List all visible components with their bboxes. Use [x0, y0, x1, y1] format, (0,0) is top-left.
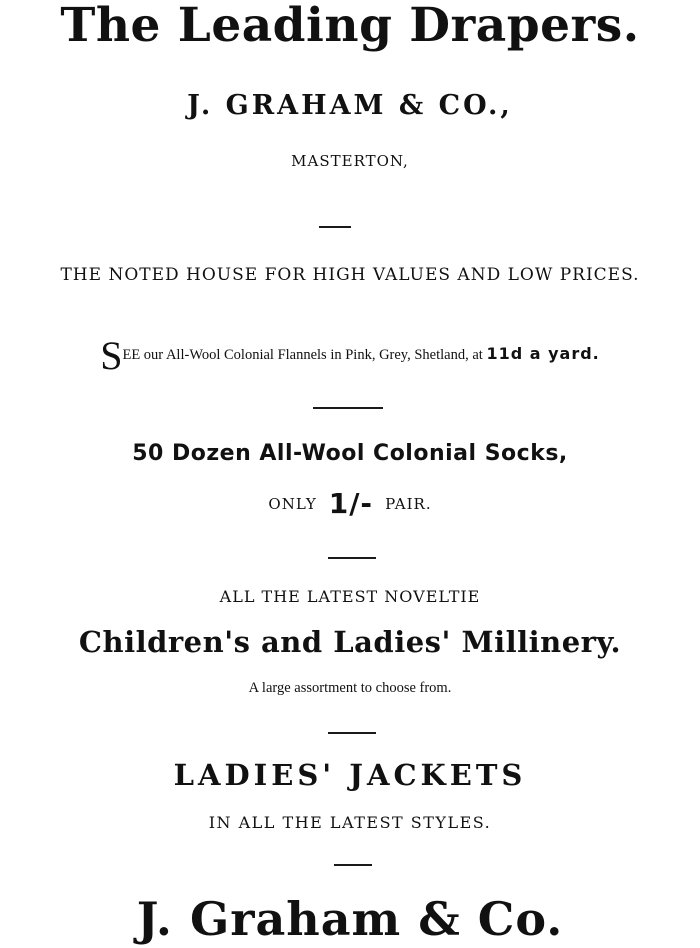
- millinery-headline: Children's and Ladies' Millinery.: [78, 625, 622, 659]
- socks-price: 1/-: [328, 487, 374, 520]
- advert-heading: The Leading Drapers.: [60, 0, 640, 53]
- footer-firm-name: J. Graham & Co.: [136, 892, 564, 946]
- firm-name: J. GRAHAM & CO.,: [187, 90, 513, 121]
- flannel-line: [0, 333, 700, 378]
- divider-rule: [328, 732, 376, 734]
- novelties-line: ALL THE LATEST NOVELTIE: [219, 587, 481, 606]
- jackets-headline: LADIES' JACKETS: [173, 758, 527, 792]
- flannel-text: EE our All-Wool Colonial Flannels in Pink, Grey, Shetland, at: [122, 347, 483, 363]
- socks-price-line: [0, 487, 700, 520]
- divider-rule: [328, 557, 376, 559]
- divider-rule: [319, 226, 351, 228]
- divider-rule: [334, 864, 372, 866]
- only-label: ONLY: [268, 495, 317, 513]
- town-name: MASTERTON,: [291, 152, 409, 170]
- motto-line: THE NOTED HOUSE FOR HIGH VALUES AND LOW PRICES.: [60, 265, 640, 285]
- assortment-line: A large assortment to choose from.: [248, 680, 452, 696]
- per-pair-label: PAIR.: [385, 495, 432, 513]
- divider-rule: [313, 407, 383, 409]
- styles-line: IN ALL THE LATEST STYLES.: [208, 813, 492, 832]
- socks-headline: 50 Dozen All-Wool Colonial Socks,: [132, 441, 568, 466]
- flannel-price: 11d a yard.: [486, 344, 600, 363]
- drop-cap: S: [100, 333, 123, 378]
